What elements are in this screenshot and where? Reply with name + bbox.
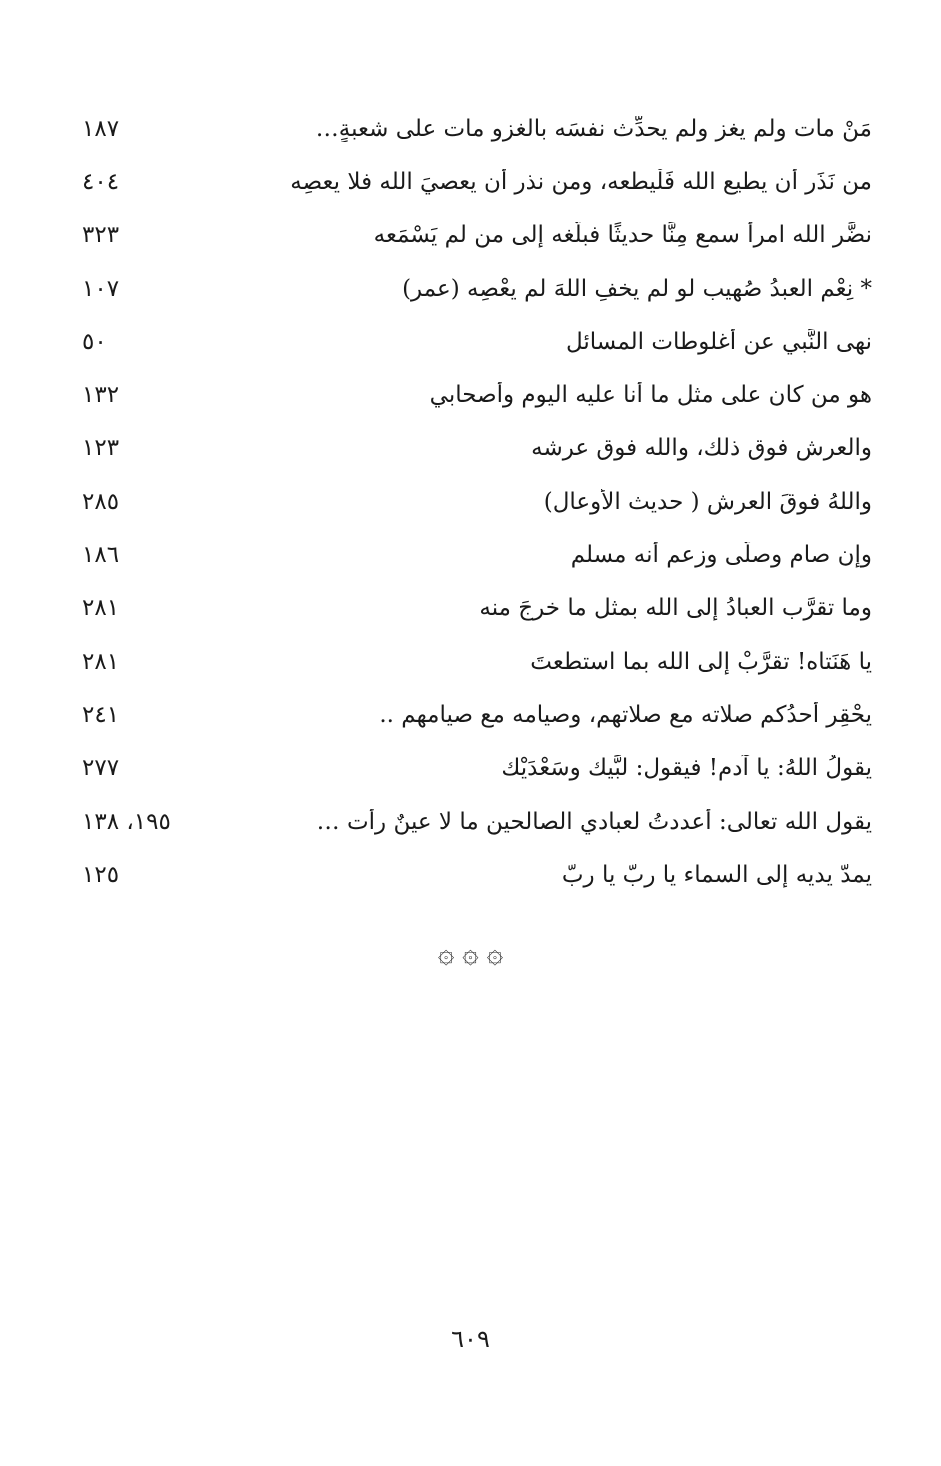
page-number: ٦٠٩ [451, 1325, 490, 1353]
entry-text: * نِعْم العبدُ صُهيب لو لم يخفِ اللهَ لم يعْصِه (عمر) [402, 275, 872, 302]
entry-page-number: ٢٨٥ [82, 488, 120, 515]
entry-text: وإن صام وصلَّى وزعم أنه مسلم [570, 542, 872, 569]
entry-text: من نَذَر أن يطيع الله فَلْيطعه، ومن نذر أن يعصيَ الله فلا يعصِه [290, 168, 872, 195]
entry-page-number: ١٠٧ [82, 275, 120, 302]
entry-page-number: ١٨٧ [82, 115, 120, 142]
ornament-star-icon: ۞ [462, 936, 479, 969]
entry-page-number: ٢٨١ [82, 595, 120, 622]
index-entry [72, 688, 872, 741]
entry-text: يقول الله تعالى: أعددتُ لعبادي الصالحين ما لا عينٌ رأت … [316, 808, 872, 835]
ornament-divider [0, 936, 941, 969]
entry-page-number: ١٩٥، ١٣٨ [82, 808, 171, 835]
index-entry [72, 635, 872, 688]
index-entry [72, 848, 872, 901]
entry-page-number: ١٨٦ [82, 542, 120, 569]
entry-text: نهى النَّبي عن أغلوطات المسائل [565, 328, 872, 355]
index-entry [72, 368, 872, 421]
index-entry [72, 422, 872, 475]
entry-text: نضَّر الله امرأ سمع مِنَّا حديثًا فبلَّغه إلى من لم يَسْمَعه [373, 222, 872, 249]
index-entry [72, 742, 872, 795]
index-entry [72, 528, 872, 581]
entry-text: وما تقرَّب العبادُ إلى الله بمثل ما خرجَ منه [479, 595, 872, 622]
entry-text: يمدّ يديه إلى السماء يا ربّ يا ربّ [561, 861, 872, 888]
index-entry [72, 262, 872, 315]
entry-page-number: ٢٨١ [82, 648, 120, 675]
entry-text: يا هَنَتاه! تقرَّبْ إلى الله بما استطعتَ [530, 648, 872, 675]
entry-text: مَنْ مات ولم يغز ولم يحدِّث نفسَه بالغزو مات على شعبةٍ… [315, 115, 872, 142]
entry-page-number: ١٣٢ [82, 382, 120, 409]
entry-page-number: ١٢٣ [82, 435, 120, 462]
entry-text: والعرش فوق ذلك، والله فوق عرشه [531, 435, 872, 462]
entry-text: يحْقِر أحدُكم صلاته مع صلاتهم، وصيامه مع صيامهم .. [379, 701, 872, 728]
entry-page-number: ٢٧٧ [82, 755, 120, 782]
entry-page-number: ٤٠٤ [82, 168, 120, 195]
index-entry [72, 475, 872, 528]
index-entries [72, 102, 872, 901]
index-entry [72, 315, 872, 368]
ornament-star-icon: ۞ [486, 936, 504, 969]
index-entry [72, 582, 872, 635]
entry-text: واللهُ فوقَ العرشِ ( حديث الأوعال) [543, 488, 872, 515]
index-entry [72, 155, 872, 208]
entry-page-number: ١٢٥ [82, 861, 120, 888]
index-entry [72, 102, 872, 155]
entry-text: هو من كان على مثل ما أنا عليه اليوم وأصحابي [429, 382, 872, 409]
entry-page-number: ٣٢٣ [82, 222, 120, 249]
index-entry [72, 209, 872, 262]
entry-page-number: ٢٤١ [82, 701, 120, 728]
ornament-star-icon: ۞ [437, 936, 455, 969]
entry-page-number: ٥٠ [82, 328, 107, 355]
index-entry [72, 795, 872, 848]
entry-text: يقولُ اللهُ: يا آدم! فيقول: لبَّيك وسَعْدَيْك [501, 755, 872, 782]
